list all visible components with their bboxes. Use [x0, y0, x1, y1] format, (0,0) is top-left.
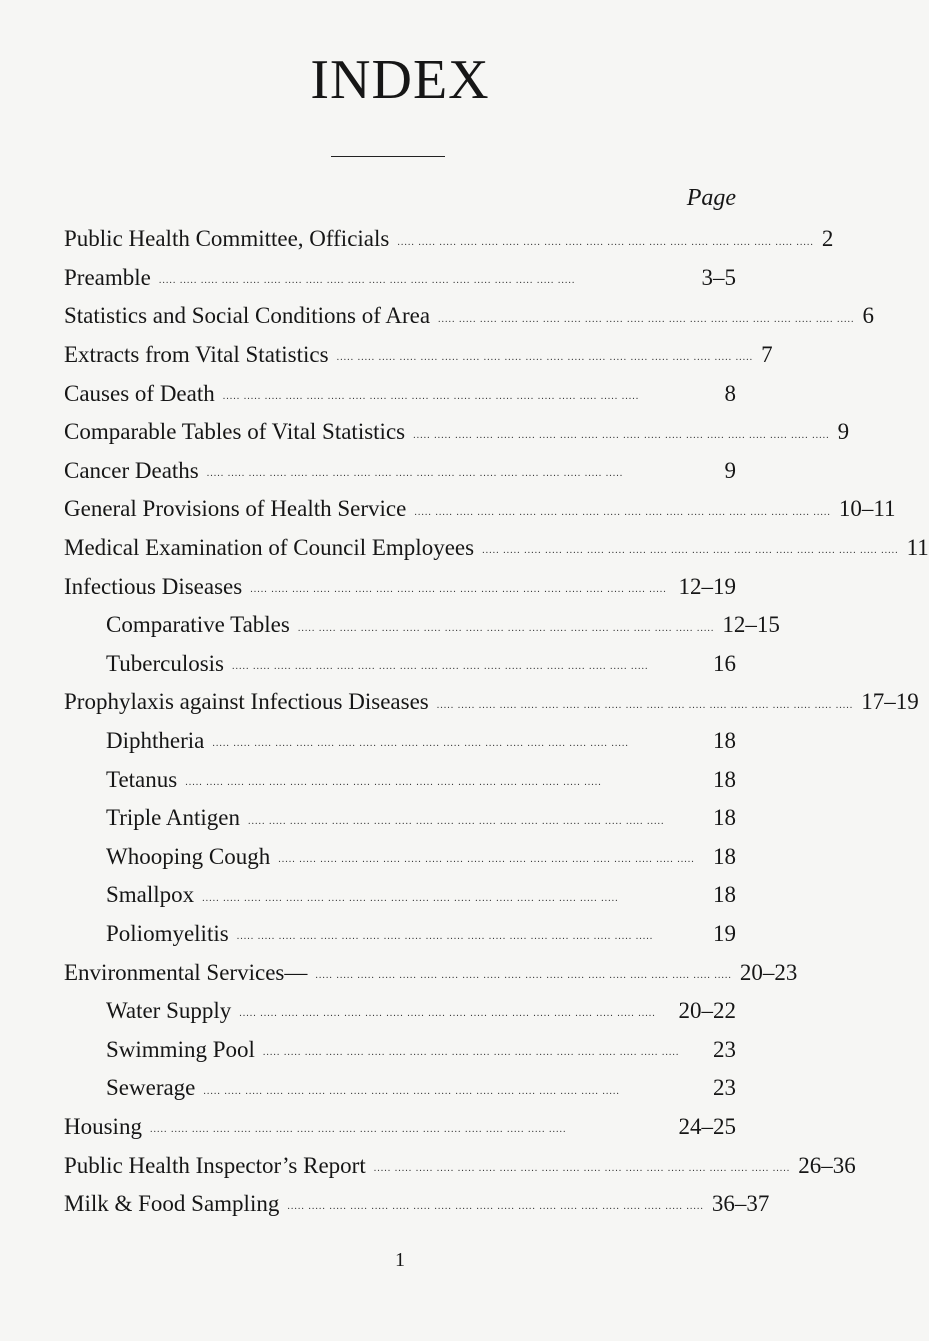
index-entry — [64, 760, 736, 799]
entry-label: Comparative Tables — [106, 612, 290, 638]
entry-page-number: 16 — [713, 650, 736, 676]
dot-leader: ..... ..... ..... ..... ..... ..... ..... ..... ..... ..... ..... ..... ..... ..... ..... ..... ..... ..... ..... ..... — [232, 661, 649, 673]
dot-leader: ..... ..... ..... ..... ..... ..... ..... ..... ..... ..... ..... ..... ..... ..... ..... ..... ..... ..... ..... ..... — [287, 1201, 704, 1213]
entry-page-number: 26–36 — [798, 1152, 856, 1178]
entry-label: Environmental Services— — [64, 959, 308, 985]
index-entry — [64, 297, 875, 336]
dot-leader: ..... ..... ..... ..... ..... ..... ..... ..... ..... ..... ..... ..... ..... ..... ..... ..... ..... ..... ..... ..... — [212, 738, 629, 750]
entry-label: Preamble — [64, 264, 151, 290]
dot-leader: ..... ..... ..... ..... ..... ..... ..... ..... ..... ..... ..... ..... ..... ..... ..... ..... ..... ..... ..... ..... — [438, 313, 855, 325]
dot-leader: ..... ..... ..... ..... ..... ..... ..... ..... ..... ..... ..... ..... ..... ..... ..... ..... ..... ..... ..... ..... — [236, 931, 654, 943]
dot-leader: ..... ..... ..... ..... ..... ..... ..... ..... ..... ..... ..... ..... ..... ..... ..... ..... ..... ..... ..... ..... — [414, 506, 831, 518]
page-title: INDEX — [310, 49, 490, 111]
dot-leader: ..... ..... ..... ..... ..... ..... ..... ..... ..... ..... ..... ..... ..... ..... ..... ..... ..... ..... ..... ..... — [482, 545, 899, 557]
dot-leader: ..... ..... ..... ..... ..... ..... ..... ..... ..... ..... ..... ..... ..... ..... ..... ..... ..... ..... ..... ..... — [373, 1162, 791, 1174]
index-entry — [64, 953, 798, 992]
entry-label: Extracts from Vital Statistics — [64, 342, 329, 368]
dot-leader: ..... ..... ..... ..... ..... ..... ..... ..... ..... ..... ..... ..... ..... ..... ..... ..... ..... ..... ..... ..... — [149, 1124, 567, 1136]
entry-label: General Provisions of Health Service — [64, 496, 407, 522]
entry-page-number: 18 — [713, 728, 736, 754]
dot-leader: ..... ..... ..... ..... ..... ..... ..... ..... ..... ..... ..... ..... ..... ..... ..... ..... ..... ..... ..... ..... — [203, 1085, 620, 1097]
dot-leader: ..... ..... ..... ..... ..... ..... ..... ..... ..... ..... ..... ..... ..... ..... ..... ..... ..... ..... ..... ..... — [436, 699, 854, 711]
entry-page-number: 3–5 — [701, 264, 736, 290]
entry-page-number: 12–15 — [722, 612, 780, 638]
dot-leader: ..... ..... ..... ..... ..... ..... ..... ..... ..... ..... ..... ..... ..... ..... ..... ..... ..... ..... ..... ..... — [222, 390, 640, 402]
entry-page-number: 24–25 — [678, 1113, 736, 1139]
index-entry — [64, 1146, 856, 1185]
entry-label: Tetanus — [106, 766, 178, 792]
dot-leader: ..... ..... ..... ..... ..... ..... ..... ..... ..... ..... ..... ..... ..... ..... ..... ..... ..... ..... ..... ..... — [239, 1008, 656, 1020]
index-entry — [64, 838, 736, 877]
index-entry — [64, 1185, 770, 1224]
index-entry — [64, 606, 780, 645]
index-entry — [64, 374, 736, 413]
dot-leader: ..... ..... ..... ..... ..... ..... ..... ..... ..... ..... ..... ..... ..... ..... ..... ..... ..... ..... ..... ..... — [397, 236, 814, 248]
index-entry — [64, 1069, 736, 1108]
entry-page-number: 18 — [713, 882, 736, 908]
entry-label: Infectious Diseases — [64, 573, 243, 599]
entry-page-number: 10–11 — [838, 496, 896, 522]
dot-leader: ..... ..... ..... ..... ..... ..... ..... ..... ..... ..... ..... ..... ..... ..... ..... ..... ..... ..... ..... ..... — [250, 583, 667, 595]
entry-page-number: 19 — [713, 920, 736, 946]
dot-leader: ..... ..... ..... ..... ..... ..... ..... ..... ..... ..... ..... ..... ..... ..... ..... ..... ..... ..... ..... ..... — [202, 892, 619, 904]
entry-page-number: 18 — [713, 805, 736, 831]
index-list — [64, 220, 929, 1223]
index-entry — [64, 1108, 736, 1147]
entry-label: Triple Antigen — [106, 805, 240, 831]
entry-label: Causes of Death — [64, 380, 215, 406]
entry-label: Cancer Deaths — [64, 457, 199, 483]
index-entry — [64, 1030, 736, 1069]
entry-label: Sewerage — [106, 1075, 196, 1101]
dot-leader: ..... ..... ..... ..... ..... ..... ..... ..... ..... ..... ..... ..... ..... ..... ..... ..... ..... ..... ..... ..... — [336, 352, 754, 364]
dot-leader: ..... ..... ..... ..... ..... ..... ..... ..... ..... ..... ..... ..... ..... ..... ..... ..... ..... ..... ..... ..... — [278, 854, 695, 866]
entry-label: Water Supply — [106, 998, 232, 1024]
index-entry — [64, 799, 736, 838]
entry-label: Swimming Pool — [106, 1036, 255, 1062]
page-column-heading: Page — [686, 185, 736, 211]
index-entry — [64, 683, 919, 722]
dot-leader: ..... ..... ..... ..... ..... ..... ..... ..... ..... ..... ..... ..... ..... ..... ..... ..... ..... ..... ..... ..... — [158, 275, 576, 287]
index-entry — [64, 915, 736, 954]
dot-leader: ..... ..... ..... ..... ..... ..... ..... ..... ..... ..... ..... ..... ..... ..... ..... ..... ..... ..... ..... ..... — [297, 622, 715, 634]
dot-leader: ..... ..... ..... ..... ..... ..... ..... ..... ..... ..... ..... ..... ..... ..... ..... ..... ..... ..... ..... ..... — [247, 815, 665, 827]
entry-label: Comparable Tables of Vital Statistics — [64, 419, 406, 445]
index-entry — [64, 722, 736, 761]
entry-label: Poliomyelitis — [106, 920, 229, 946]
entry-page-number: 23 — [713, 1075, 736, 1101]
entry-page-number: 20–23 — [739, 959, 798, 985]
entry-label: Public Health Committee, Officials — [64, 226, 390, 252]
index-entry — [64, 259, 736, 298]
entry-label: Smallpox — [106, 882, 195, 908]
entry-page-number: 2 — [821, 226, 834, 252]
entry-label: Statistics and Social Conditions of Area — [64, 303, 431, 329]
index-entry — [64, 567, 736, 606]
index-entry — [64, 336, 773, 375]
entry-page-number: 9 — [724, 457, 736, 483]
entry-page-number: 23 — [713, 1036, 736, 1062]
entry-label: Milk & Food Sampling — [64, 1191, 280, 1217]
entry-page-number: 11 — [906, 535, 929, 561]
dot-leader: ..... ..... ..... ..... ..... ..... ..... ..... ..... ..... ..... ..... ..... ..... ..... ..... ..... ..... ..... ..... — [206, 468, 624, 480]
index-entry — [64, 876, 736, 915]
dot-leader: ..... ..... ..... ..... ..... ..... ..... ..... ..... ..... ..... ..... ..... ..... ..... ..... ..... ..... ..... ..... — [262, 1047, 680, 1059]
entry-label: Public Health Inspector’s Report — [64, 1152, 366, 1178]
index-entry — [64, 452, 736, 491]
entry-label: Diphtheria — [106, 728, 205, 754]
entry-page-number: 36–37 — [711, 1191, 770, 1217]
entry-label: Whooping Cough — [106, 843, 271, 869]
entry-label: Medical Examination of Council Employees — [64, 535, 475, 561]
entry-page-number: 7 — [761, 342, 773, 368]
index-entry — [64, 490, 896, 529]
index-entry — [64, 529, 929, 568]
dot-leader: ..... ..... ..... ..... ..... ..... ..... ..... ..... ..... ..... ..... ..... ..... ..... ..... ..... ..... ..... ..... — [185, 776, 602, 788]
entry-page-number: 17–19 — [861, 689, 919, 715]
page-number: 1 — [395, 1249, 405, 1271]
dot-leader: ..... ..... ..... ..... ..... ..... ..... ..... ..... ..... ..... ..... ..... ..... ..... ..... ..... ..... ..... ..... — [413, 429, 830, 441]
entry-page-number: 12–19 — [678, 573, 736, 599]
title-divider — [331, 156, 445, 157]
index-entry — [64, 645, 736, 684]
entry-page-number: 18 — [713, 766, 736, 792]
entry-page-number: 9 — [837, 419, 850, 445]
index-entry — [64, 220, 834, 259]
entry-page-number: 20–22 — [678, 998, 736, 1024]
entry-label: Prophylaxis against Infectious Diseases — [64, 689, 429, 715]
index-entry — [64, 992, 736, 1031]
entry-label: Housing — [64, 1113, 142, 1139]
entry-page-number: 6 — [862, 303, 875, 329]
index-entry — [64, 413, 850, 452]
entry-page-number: 8 — [724, 380, 736, 406]
dot-leader: ..... ..... ..... ..... ..... ..... ..... ..... ..... ..... ..... ..... ..... ..... ..... ..... ..... ..... ..... ..... — [315, 969, 732, 981]
entry-page-number: 18 — [713, 843, 736, 869]
entry-label: Tuberculosis — [106, 650, 224, 676]
